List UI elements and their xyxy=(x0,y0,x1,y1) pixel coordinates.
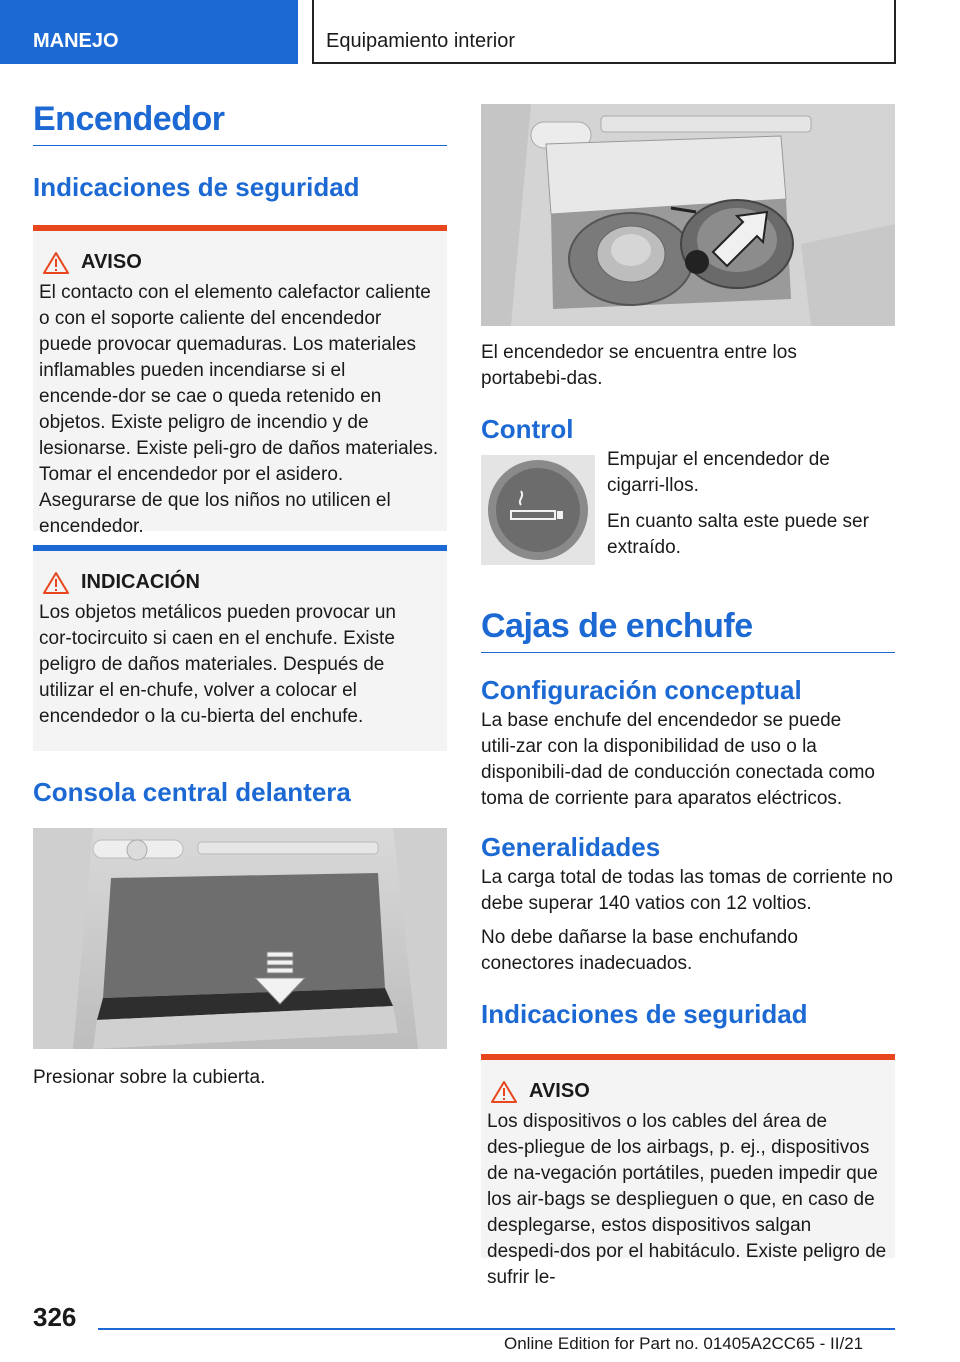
notice-label: INDICACIÓN xyxy=(81,571,200,593)
cupholder-illustration xyxy=(481,104,895,326)
section-title: Equipamiento interior xyxy=(312,0,896,64)
warning-text: El contacto con el elemento calefactor caliente o con el soporte caliente del encendedor puede provocar quemaduras. Los materiales inflamables pueden incendiarse si el encende‑dor se cae o queda retenido en objetos. Existe peligro de incendio y de lesionarse. Existe peli‑gro de daños materiales. Tomar el encendedor por el asidero. Asegurarse de que los niños no utilicen el encendedor. xyxy=(39,282,439,537)
warning-title xyxy=(39,251,439,274)
control-heading: Control xyxy=(481,414,574,444)
general-heading: Generalidades xyxy=(481,832,661,862)
general-text-2: No debe dañarse la base enchufando conectores inadecuados. xyxy=(481,927,798,974)
safety-heading-2: Indicaciones de seguridad xyxy=(481,999,808,1029)
sockets-title: Cajas de enchufe xyxy=(481,607,895,653)
warning-label-2: AVISO xyxy=(529,1080,590,1102)
warning-title-2 xyxy=(487,1080,887,1103)
warning-box xyxy=(33,225,447,537)
control-text-2: En cuanto salta este puede ser extraído. xyxy=(607,511,869,558)
warning-triangle-icon xyxy=(43,572,69,594)
concept-heading: Configuración conceptual xyxy=(481,675,802,705)
notice-box xyxy=(33,545,447,751)
concept-text: La base enchufe del encendedor se puede utili‑zar con la disponibilidad de uso o la disponibili‑dad de conducción conectada como toma de corriente para aparatos eléctricos. xyxy=(481,710,875,809)
warning-triangle-icon xyxy=(43,252,69,274)
notice-title xyxy=(39,571,439,594)
chapter-tab: MANEJO xyxy=(0,0,298,64)
cigarette-lighter-icon xyxy=(481,455,595,565)
page-title: Encendedor xyxy=(33,100,447,146)
console-caption: Presionar sobre la cubierta. xyxy=(33,1067,266,1088)
warning-label: AVISO xyxy=(81,251,142,273)
control-block xyxy=(481,449,895,565)
lighter-button-photo xyxy=(481,455,595,565)
safety-heading: Indicaciones de seguridad xyxy=(33,172,360,202)
edition-note: Online Edition for Part no. 01405A2CC65 - II/21 xyxy=(504,1334,864,1353)
control-text-1: Empujar el encendedor de cigarri‑llos. xyxy=(607,449,830,496)
photo-caption: El encendedor se encuentra entre los portabebi‑das. xyxy=(481,342,797,389)
warning-text-2: Los dispositivos o los cables del área de des‑pliegue de los airbags, p. ej., dispositivos de na‑vegación portátiles, pueden impedir que los air‑bags se desplieguen o que, en caso de desplegarse, estos dispositivos salgan despedi‑dos por el habitáculo. Existe peligro de sufrir le‑ xyxy=(487,1111,887,1288)
page-number: 326 xyxy=(33,1302,77,1332)
lighter-location-photo xyxy=(481,104,895,326)
warning-triangle-icon xyxy=(491,1081,517,1103)
footer-rule xyxy=(98,1328,895,1330)
notice-text: Los objetos metálicos pueden provocar un cor‑tocircuito si caen en el enchufe. Existe peligro de daños materiales. Después de utilizar el en‑chufe, volver a colocar el encendedor o la cu‑bierta del enchufe. xyxy=(39,602,397,727)
left-column xyxy=(33,100,447,1091)
control-texts xyxy=(607,449,895,565)
console-heading: Consola central delantera xyxy=(33,777,351,807)
general-text-1: La carga total de todas las tomas de corriente no debe superar 140 vatios con 12 voltios. xyxy=(481,867,893,914)
right-column xyxy=(481,104,895,1288)
console-cover-illustration xyxy=(33,828,447,1049)
warning-box-2 xyxy=(481,1054,895,1288)
console-cover-photo xyxy=(33,828,447,1049)
